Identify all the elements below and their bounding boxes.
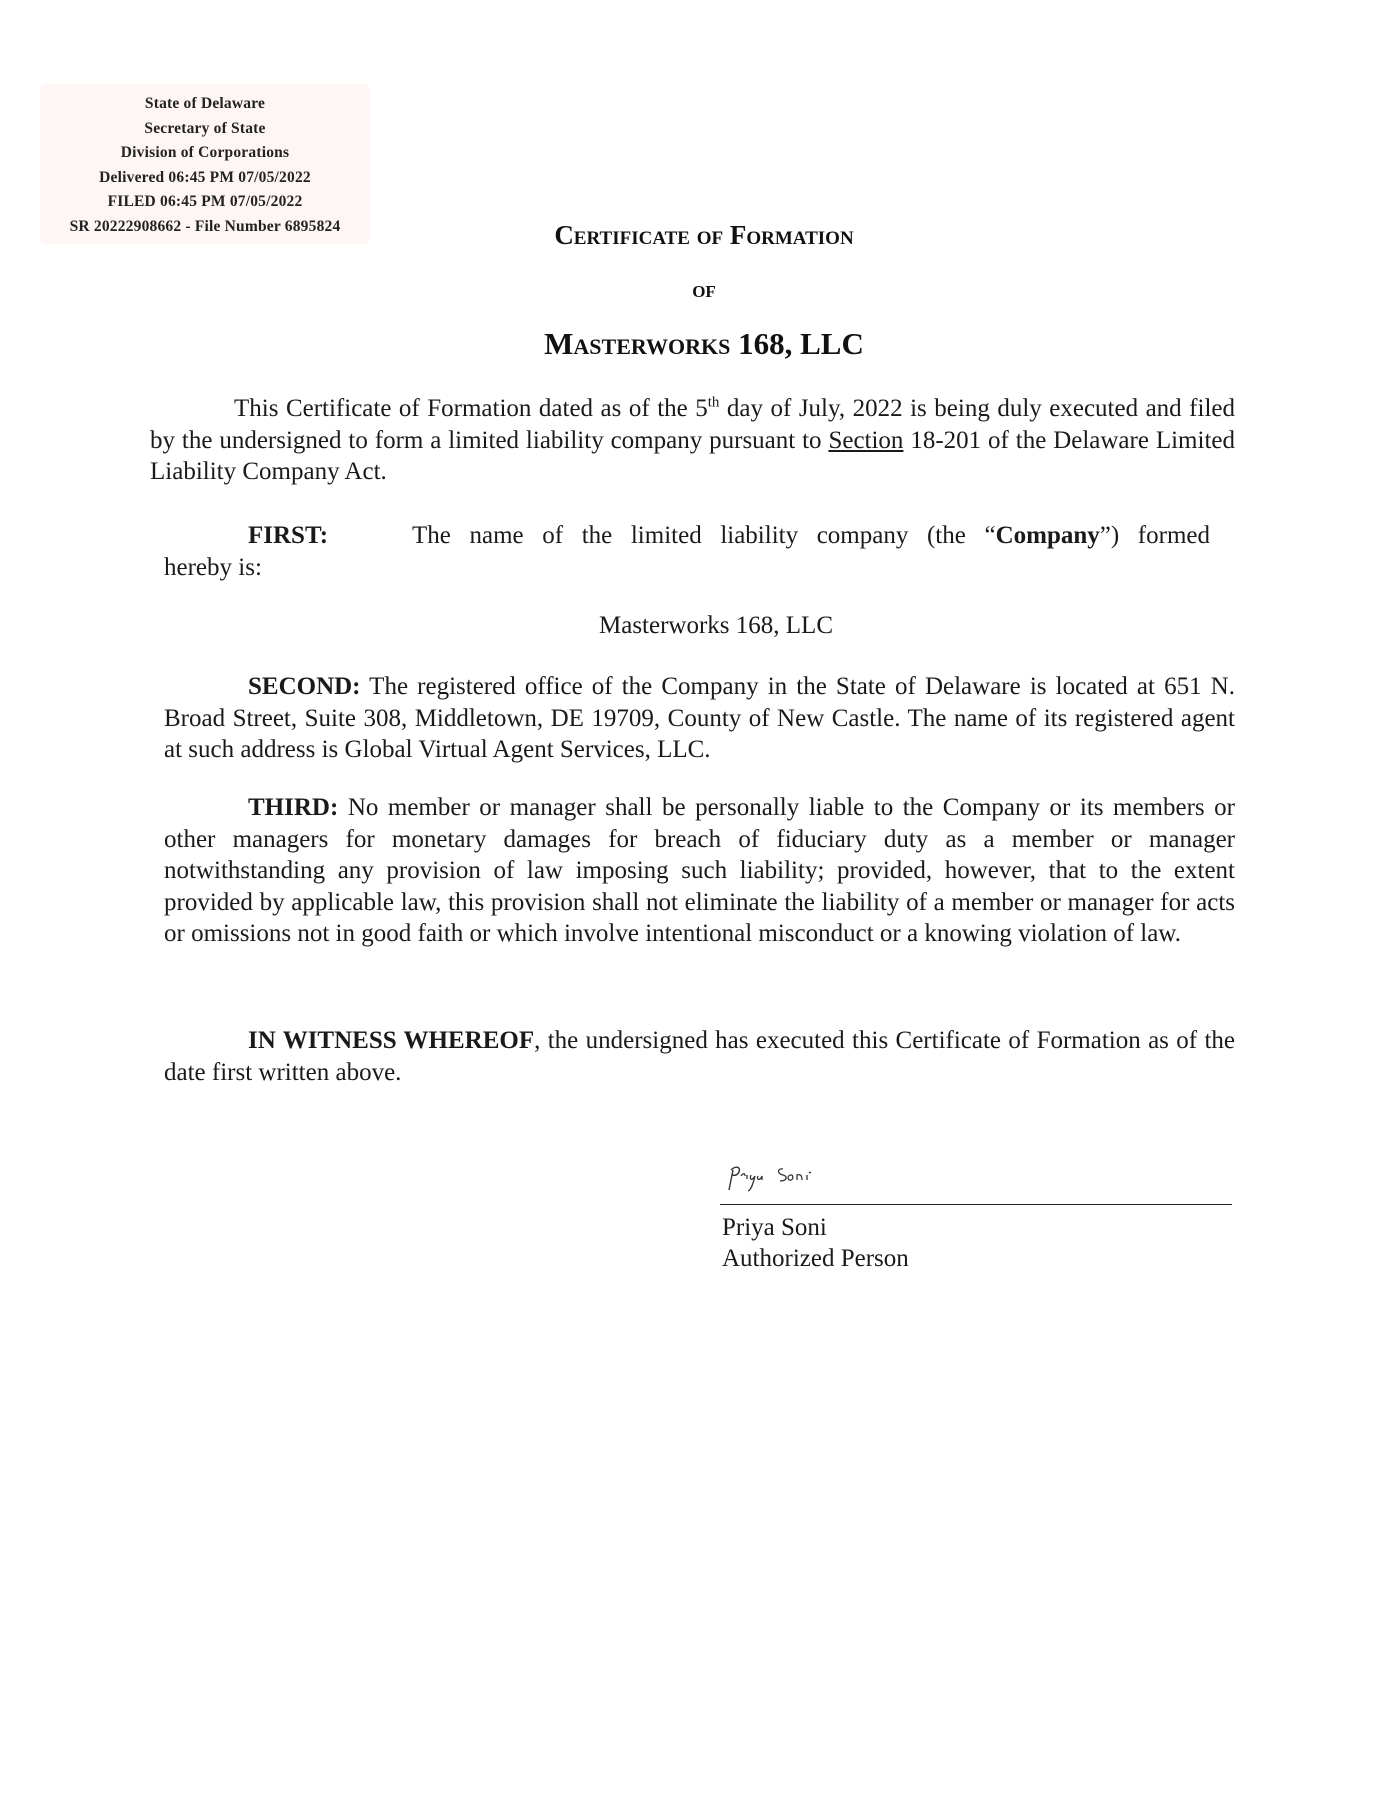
signature-block <box>722 1212 909 1274</box>
second-text: The registered office of the Company in the State of Delaware is located at 651 N. Broad Street, Suite 308, Middletown, DE 19709, County of New Castle. The name of its registered agent at such address is Global Virtual Agent Services, LLC. <box>164 673 1235 763</box>
third-label: THIRD: <box>248 794 339 821</box>
intro-text: day of July, 2022 is being duly executed and filed by the undersigned to form a limited liability company pursuant to <box>150 395 1235 454</box>
first-label: FIRST: <box>248 522 329 549</box>
third-paragraph <box>164 792 1235 950</box>
handwritten-signature <box>725 1160 845 1196</box>
signer-name: Priya Soni <box>722 1214 827 1241</box>
witness-label: IN WITNESS WHEREOF <box>248 1027 535 1054</box>
second-label: SECOND: <box>248 673 361 700</box>
signature-line <box>720 1204 1232 1205</box>
company-heading: Masterworks 168, LLC <box>544 326 864 361</box>
first-line-2: hereby is: <box>164 553 262 581</box>
first-text: ”) formed <box>1099 522 1210 549</box>
intro-sup: th <box>707 394 720 411</box>
stamp-line: State of Delaware <box>144 95 266 112</box>
stamp-line: Secretary of State <box>144 119 266 137</box>
stamp-line: SR 20222908662 - File Number 6895824 <box>69 217 341 235</box>
section-link: Section <box>828 426 904 454</box>
third-text: No member or manager shall be personally liable to the Company or its members or other managers for monetary damages for breach of fiduciary duty as a member or manager notwithstanding any provision of law imposing such liability; provided, however, that to the extent provided by applicable law, this provision shall not eliminate the liability of a member or manager for acts or omissions not in good faith or which involve intentional misconduct or a knowing violation of law. <box>164 794 1235 947</box>
first-text: The name of the limited liability company (the “ <box>412 522 996 549</box>
signer-title: Authorized Person <box>722 1245 909 1272</box>
witness-paragraph <box>164 1025 1235 1088</box>
stamp-line: Delivered 06:45 PM 07/05/2022 <box>99 168 311 186</box>
intro-text: This Certificate of Formation dated as of the 5 <box>234 395 708 422</box>
first-paragraph <box>164 520 1210 583</box>
stamp-line: Division of Corporations <box>120 144 290 161</box>
witness-text: , the undersigned has executed this Certificate of Formation as of the date first written above. <box>164 1027 1235 1086</box>
first-line <box>164 520 1210 552</box>
company-name: Masterworks 168, LLC <box>599 612 833 639</box>
title-of: of <box>692 277 716 303</box>
company-term: Company <box>995 522 1100 549</box>
intro-paragraph <box>150 393 1235 488</box>
intro-text: 18-201 of the Delaware Limited Liability Company Act. <box>150 426 1235 485</box>
second-paragraph <box>164 671 1235 766</box>
document-title: Certificate of Formation <box>554 220 854 250</box>
stamp-line: FILED 06:45 PM 07/05/2022 <box>107 193 303 210</box>
